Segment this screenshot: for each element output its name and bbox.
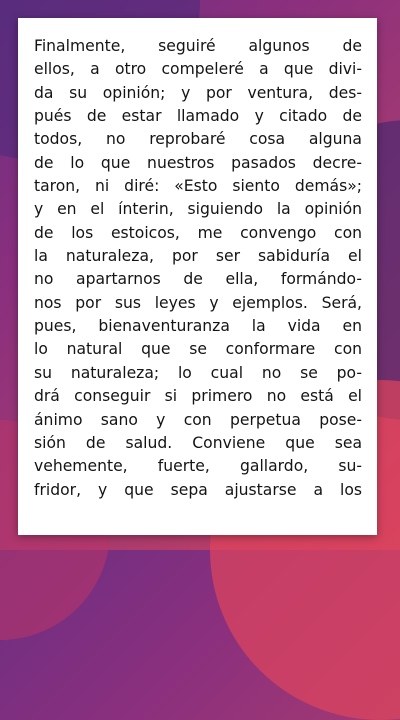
text-page — [18, 18, 377, 535]
text-line: Finalmente, seguiré algunos de — [34, 37, 362, 55]
text-line: taron, ni diré: «Esto siento demás»; — [34, 177, 362, 196]
text-line: todos, no reprobaré cosa alguna — [34, 130, 362, 149]
text-line: de los estoicos, me convengo con — [34, 223, 362, 242]
text-line: sión de salud. Conviene que sea — [34, 433, 362, 452]
text-line: ánimo sano y con perpetua pose- — [34, 410, 362, 429]
text-line: la naturaleza, por ser sabiduría el — [34, 247, 362, 266]
text-line: de lo que nuestros pasados decre- — [34, 153, 362, 172]
text-line: pués de estar llamado y citado de — [34, 107, 362, 126]
text-line: nos por sus leyes y ejemplos. Será, — [34, 293, 362, 312]
text-line: y en el ínterin, siguiendo la opinión — [34, 200, 362, 219]
text-line: fridor, y que sepa ajustarse a los — [34, 480, 362, 499]
text-line: su naturaleza; lo cual no se po- — [34, 363, 362, 382]
text-line: lo natural que se conformare con — [34, 340, 362, 359]
text-line: ellos, a otro compeleré a que divi- — [34, 60, 362, 79]
text-line: pues, bienaventuranza la vida en — [34, 317, 362, 336]
text-line: da su opinión; y por ventura, des- — [34, 83, 362, 102]
text-line: vehemente, fuerte, gallardo, su- — [34, 457, 362, 476]
text-line: drá conseguir si primero no está el — [34, 387, 362, 406]
body-paragraph — [34, 35, 362, 502]
text-line: no apartarnos de ella, formándo- — [34, 270, 362, 289]
